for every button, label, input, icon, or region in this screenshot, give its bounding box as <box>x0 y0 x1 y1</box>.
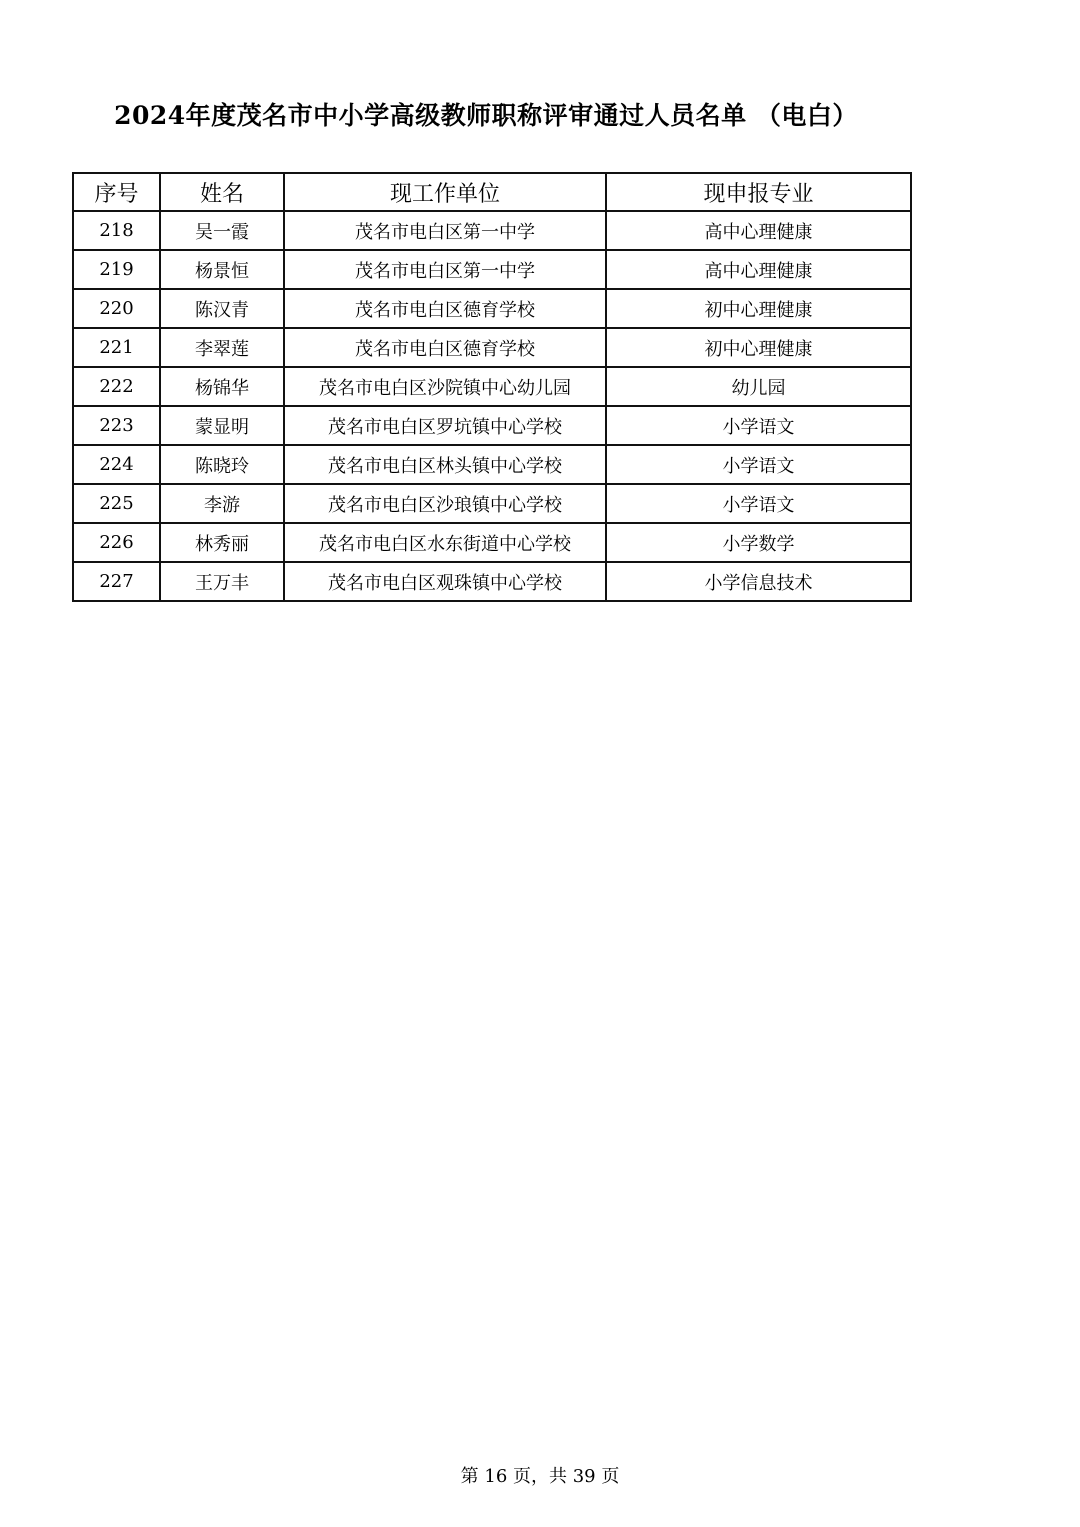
cell-major: 初中心理健康 <box>606 328 911 367</box>
cell-seq: 224 <box>73 445 160 484</box>
page-number-footer: 第 16 页，共 39 页 <box>460 1466 620 1487</box>
cell-name: 李游 <box>160 484 284 523</box>
cell-unit: 茂名市电白区林头镇中心学校 <box>284 445 606 484</box>
table-row <box>73 406 911 445</box>
cell-unit: 茂名市电白区沙院镇中心幼儿园 <box>284 367 606 406</box>
cell-unit: 茂名市电白区观珠镇中心学校 <box>284 562 606 601</box>
cell-seq: 227 <box>73 562 160 601</box>
cell-seq: 220 <box>73 289 160 328</box>
table-row <box>73 289 911 328</box>
cell-name: 杨锦华 <box>160 367 284 406</box>
cell-seq: 223 <box>73 406 160 445</box>
cell-seq: 225 <box>73 484 160 523</box>
cell-name: 吴一霞 <box>160 211 284 250</box>
table-body <box>73 211 911 601</box>
cell-seq: 226 <box>73 523 160 562</box>
table-row <box>73 523 911 562</box>
cell-major: 小学语文 <box>606 406 911 445</box>
cell-name: 李翠莲 <box>160 328 284 367</box>
table-row <box>73 328 911 367</box>
header-major: 现申报专业 <box>606 173 911 211</box>
table-header <box>73 173 911 211</box>
cell-major: 初中心理健康 <box>606 289 911 328</box>
cell-unit: 茂名市电白区沙琅镇中心学校 <box>284 484 606 523</box>
cell-major: 小学语文 <box>606 445 911 484</box>
cell-unit: 茂名市电白区德育学校 <box>284 328 606 367</box>
table-row <box>73 562 911 601</box>
cell-name: 蒙显明 <box>160 406 284 445</box>
cell-unit: 茂名市电白区水东街道中心学校 <box>284 523 606 562</box>
cell-unit: 茂名市电白区罗坑镇中心学校 <box>284 406 606 445</box>
cell-major: 高中心理健康 <box>606 250 911 289</box>
table-row <box>73 367 911 406</box>
cell-unit: 茂名市电白区第一中学 <box>284 211 606 250</box>
table-row <box>73 484 911 523</box>
table-row <box>73 250 911 289</box>
cell-major: 高中心理健康 <box>606 211 911 250</box>
cell-name: 王万丰 <box>160 562 284 601</box>
table-row <box>73 445 911 484</box>
cell-name: 陈晓玲 <box>160 445 284 484</box>
page-title: 2024年度茂名市中小学高级教师职称评审通过人员名单 （电白） <box>114 101 858 130</box>
header-row <box>73 173 911 211</box>
cell-major: 小学语文 <box>606 484 911 523</box>
header-seq: 序号 <box>73 173 160 211</box>
cell-unit: 茂名市电白区德育学校 <box>284 289 606 328</box>
cell-name: 陈汉青 <box>160 289 284 328</box>
header-name: 姓名 <box>160 173 284 211</box>
cell-seq: 222 <box>73 367 160 406</box>
cell-major: 小学数学 <box>606 523 911 562</box>
cell-seq: 218 <box>73 211 160 250</box>
cell-major: 幼儿园 <box>606 367 911 406</box>
cell-major: 小学信息技术 <box>606 562 911 601</box>
header-unit: 现工作单位 <box>284 173 606 211</box>
cell-unit: 茂名市电白区第一中学 <box>284 250 606 289</box>
cell-seq: 219 <box>73 250 160 289</box>
cell-name: 杨景恒 <box>160 250 284 289</box>
table-row <box>73 211 911 250</box>
roster-table <box>72 172 912 602</box>
cell-seq: 221 <box>73 328 160 367</box>
cell-name: 林秀丽 <box>160 523 284 562</box>
